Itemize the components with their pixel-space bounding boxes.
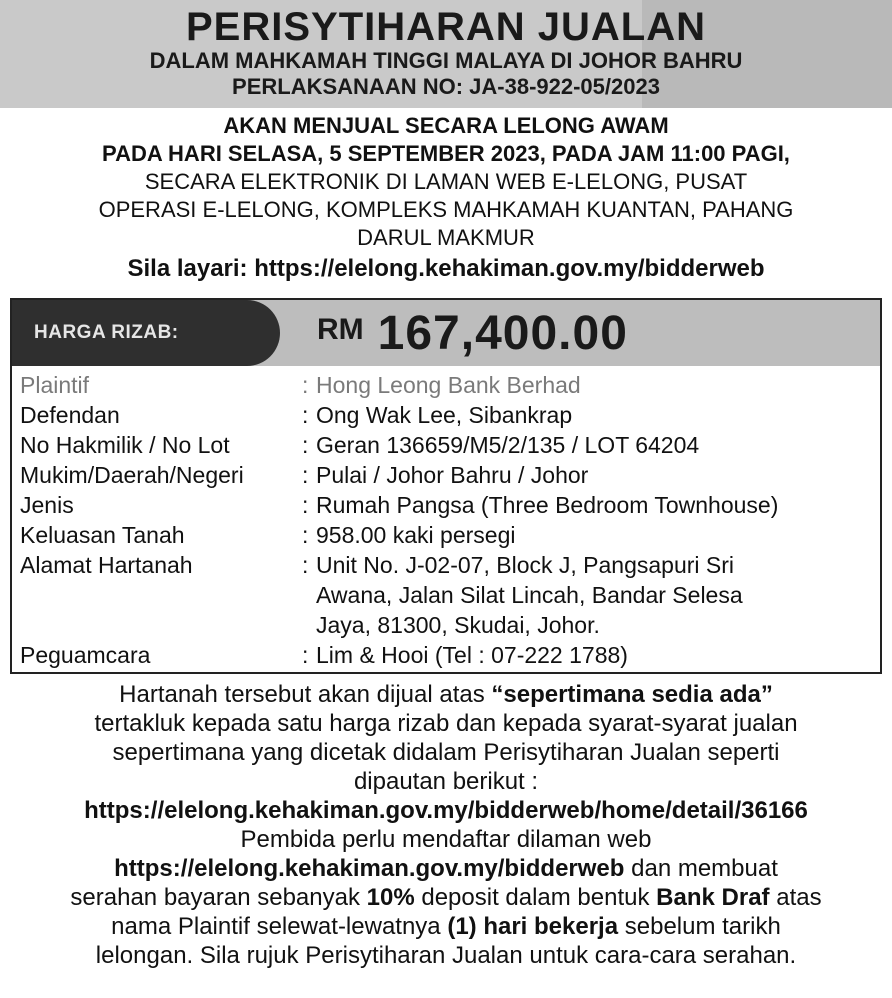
detail-label: Alamat Hartanah — [20, 552, 193, 578]
detail-label: Keluasan Tanah — [20, 522, 185, 548]
detail-value: Rumah Pangsa (Three Bedroom Townhouse) — [316, 492, 779, 518]
auction-line-5: DARUL MAKMUR — [357, 225, 535, 250]
bidder-web-link[interactable]: Sila layari: https://elelong.kehakiman.gov.my/bidderweb — [127, 255, 765, 282]
detail-label: Plaintif — [20, 372, 90, 398]
detail-label: Defendan — [20, 402, 120, 428]
notice-title: PERISYTIHARAN JUALAN — [185, 5, 707, 49]
terms-as-is: “sepertimana sedia ada” — [491, 681, 773, 708]
register-line-2 — [0, 854, 892, 883]
detail-row-continuation — [20, 580, 876, 610]
deposit-line — [0, 883, 892, 912]
deadline-text: sebelum tarikh — [618, 913, 781, 940]
auction-date-line: PADA HARI SELASA, 5 SEPTEMBER 2023, PADA JAM 11:00 PAGI, — [102, 141, 790, 166]
notice-header — [0, 0, 892, 100]
detail-label — [20, 580, 302, 610]
detail-value: Jaya, 81300, Skudai, Johor. — [316, 612, 600, 638]
detail-label: No Hakmilik / No Lot — [20, 432, 230, 458]
register-link[interactable]: https://elelong.kehakiman.gov.my/bidderweb — [114, 855, 625, 882]
detail-label: Mukim/Daerah/Negeri — [20, 462, 244, 488]
auction-line-4: OPERASI E-LELONG, KOMPLEKS MAHKAMAH KUANTAN, PAHANG — [98, 197, 794, 222]
reserve-price-tab — [12, 300, 280, 366]
case-number: PERLAKSANAAN NO: JA-38-922-05/2023 — [232, 74, 660, 99]
detail-colon: : — [302, 492, 309, 518]
deposit-percent: 10% — [366, 884, 415, 911]
detail-colon: : — [302, 462, 309, 488]
details-list — [20, 370, 876, 670]
detail-value: Unit No. J-02-07, Block J, Pangsapuri Sri — [316, 552, 735, 578]
detail-row — [20, 460, 876, 490]
deadline-line — [0, 912, 892, 941]
price-currency: RM — [317, 313, 364, 346]
detail-colon: : — [302, 522, 309, 548]
detail-label: Jenis — [20, 492, 74, 518]
terms-line-1 — [0, 680, 892, 709]
detail-row — [20, 430, 876, 460]
deposit-text: serahan bayaran sebanyak — [70, 884, 367, 911]
terms-line-2: tertakluk kepada satu harga rizab dan kepada syarat-syarat jualan — [94, 710, 798, 737]
deposit-text: atas — [769, 884, 822, 911]
auction-line-1: AKAN MENJUAL SECARA LELONG AWAM — [223, 113, 669, 138]
detail-row — [20, 400, 876, 430]
deadline-text: nama Plaintif selewat-lewatnya — [111, 913, 448, 940]
detail-row-continuation — [20, 610, 876, 640]
property-details-box — [10, 298, 882, 674]
detail-colon: : — [302, 372, 309, 398]
auction-info — [0, 112, 892, 284]
reserve-price-label: HARGA RIZAB: — [34, 322, 179, 343]
register-text: dan membuat — [624, 855, 778, 882]
detail-label — [20, 610, 302, 640]
detail-colon: : — [302, 642, 309, 668]
reserve-price-value — [317, 306, 628, 361]
detail-row — [20, 640, 876, 670]
detail-row — [20, 490, 876, 520]
detail-value: Ong Wak Lee, Sibankrap — [316, 402, 573, 428]
detail-value: Pulai / Johor Bahru / Johor — [316, 462, 589, 488]
detail-link-text[interactable]: https://elelong.kehakiman.gov.my/bidderweb/home/detail/36166 — [84, 797, 808, 824]
detail-value: Lim & Hooi (Tel : 07-222 1788) — [316, 642, 628, 668]
sale-terms — [0, 680, 892, 970]
detail-row — [20, 520, 876, 550]
working-day: (1) hari bekerja — [447, 913, 619, 940]
terms-line-4: dipautan berikut : — [353, 768, 539, 795]
detail-link[interactable] — [0, 796, 892, 825]
reserve-price-row — [12, 300, 880, 366]
detail-row — [20, 550, 876, 580]
court-name: DALAM MAHKAMAH TINGGI MALAYA DI JOHOR BAHRU — [149, 48, 743, 73]
bank-draft: Bank Draf — [656, 884, 770, 911]
price-amount: 167,400.00 — [377, 307, 628, 360]
detail-colon: : — [302, 432, 309, 458]
auction-line-3: SECARA ELEKTRONIK DI LAMAN WEB E-LELONG, PUSAT — [144, 169, 748, 194]
terms-text: Hartanah tersebut akan dijual atas — [119, 681, 492, 708]
detail-value: 958.00 kaki persegi — [316, 522, 516, 548]
detail-value: Geran 136659/M5/2/135 / LOT 64204 — [316, 432, 700, 458]
detail-colon: : — [302, 552, 309, 578]
detail-label: Peguamcara — [20, 642, 151, 668]
detail-colon: : — [302, 402, 309, 428]
terms-line-3: sepertimana yang dicetak didalam Perisytiharan Jualan seperti — [112, 739, 780, 766]
deposit-text: deposit dalam bentuk — [414, 884, 657, 911]
final-line: lelongan. Sila rujuk Perisytiharan Jualan untuk cara-cara serahan. — [95, 942, 797, 969]
detail-value: Hong Leong Bank Berhad — [316, 372, 581, 398]
detail-row — [20, 370, 876, 400]
detail-value: Awana, Jalan Silat Lincah, Bandar Selesa — [316, 582, 743, 608]
register-line-1: Pembida perlu mendaftar dilaman web — [240, 826, 652, 853]
